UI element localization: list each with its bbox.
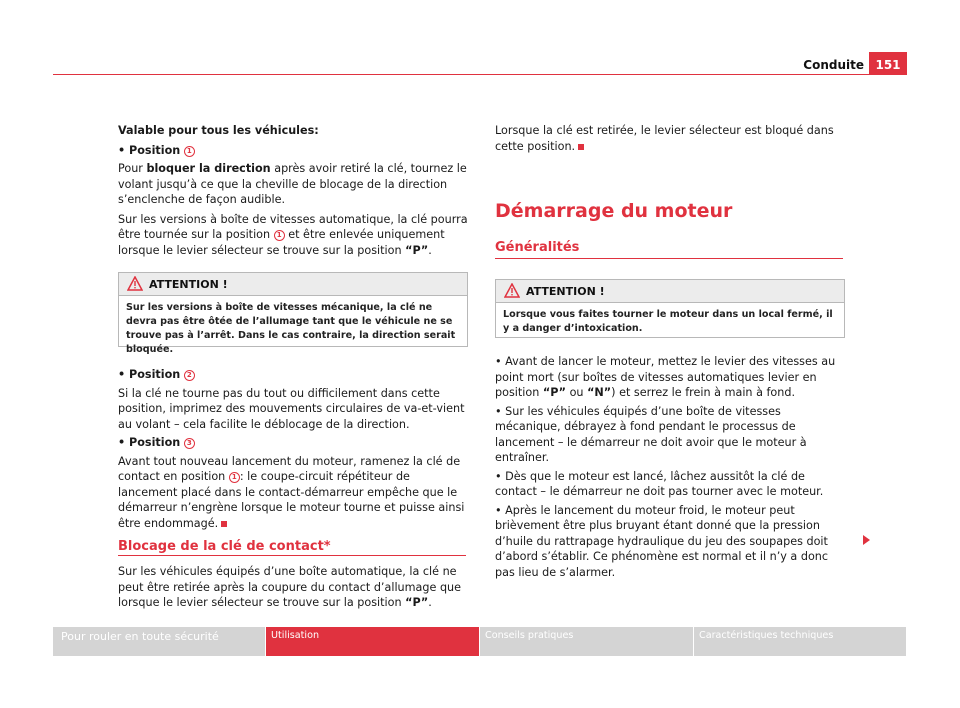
- position-2-heading: • Position 2: [118, 367, 468, 383]
- section-title-key-lock: Blocage de la clé de contact*: [118, 539, 331, 554]
- automatic-key-text: Sur les versions à boîte de vitesses automatique, la clé pourra être tournée sur la position 1 et être enlevée uniquement lorsque le levier sélecteur se trouve sur la position “P”.: [118, 212, 468, 257]
- warning-header: [119, 273, 467, 296]
- warning-text: Lorsque vous faites tourner le moteur dans un local fermé, il y a danger d’intoxication.: [503, 309, 833, 334]
- warning-header: [496, 280, 844, 303]
- warning-title: ATTENTION !: [526, 285, 605, 298]
- engine-start-title: Démarrage du moteur: [495, 200, 733, 222]
- position-3-text: Avant tout nouveau lancement du moteur, ramenez la clé de contact en position 1 : le coupe-circuit répétiteur de lancement placé dans le contact-démarreur empêche que le démarreur n’engrène lorsque le moteur tourne et puisse ainsi être endommagé.: [118, 454, 465, 530]
- bullet-cold-start: • Après le lancement du moteur froid, le moteur peut brièvement être plus bruyant étant donné que la pression d’huile du rattrapage hydraulique du jeu des soupapes doit d’abord s’établir. Ce phénomène est normal et il n’y a donc pas lieu de s’alarmer.: [495, 503, 829, 579]
- warning-title: ATTENTION !: [149, 278, 228, 291]
- lever-blocked-text: Lorsque la clé est retirée, le levier sélecteur est bloqué dans cette position.: [495, 124, 834, 153]
- position-1-text: Pour bloquer la direction après avoir retiré la clé, tournez le volant jusqu’à ce que la cheville de blocage de la direction s’enclenche de façon audible.: [118, 162, 467, 206]
- position-3-heading: • Position 3: [118, 435, 468, 451]
- right-column-top: [495, 123, 845, 154]
- bullet-release-key: • Dès que le moteur est lancé, lâchez aussitôt la clé de contact – le démarreur ne doit pas tourner avec le moteur.: [495, 469, 824, 498]
- page-number: 151: [869, 52, 907, 75]
- generalities-title: Généralités: [495, 240, 580, 255]
- position-1-marker-inline: 1: [274, 230, 285, 241]
- warning-box-intoxication: [495, 279, 845, 338]
- warning-triangle-icon: [127, 276, 143, 291]
- position-1-marker: 1: [184, 146, 195, 157]
- footer-tab-safety[interactable]: Pour rouler en toute sécurité: [53, 627, 265, 656]
- position-2-marker: 2: [184, 370, 195, 381]
- left-column-top: [118, 123, 468, 258]
- bullet-clutch: • Sur les véhicules équipés d’une boîte de vitesses mécanique, débrayez à fond pendant le processus de lancement – le démarreur ne doit avoir que le moteur à entraîner.: [495, 404, 807, 464]
- key-lock-text: Sur les véhicules équipés d’une boîte automatique, la clé ne peut être retirée après la coupure du contact d’allumage que lorsque le levier sélecteur se trouve sur la position “P”.: [118, 565, 462, 609]
- warning-text: Sur les versions à boîte de vitesses mécanique, la clé ne devra pas être ôtée de l’allumage tant que le véhicule ne se trouve pas à l’arrêt. Dans le cas contraire, la direction serait bloquée.: [126, 302, 456, 355]
- continue-arrow-icon: [863, 535, 870, 545]
- section-rule: [118, 555, 466, 556]
- left-column-middle: [118, 367, 468, 531]
- intro-text: Valable pour tous les véhicules:: [118, 124, 319, 137]
- footer-tab-specs[interactable]: Caractéristiques techniques: [694, 627, 906, 656]
- footer-tab-tips[interactable]: Conseils pratiques: [480, 627, 693, 656]
- right-column-bullets: [495, 354, 845, 580]
- position-1-heading: • Position 1: [118, 143, 468, 159]
- left-column-bottom: [118, 564, 468, 611]
- position-3-marker: 3: [184, 438, 195, 449]
- position-1-marker-inline-2: 1: [229, 472, 240, 483]
- bullet-neutral: • Avant de lancer le moteur, mettez le levier des vitesses au point mort (sur boîtes de vitesses automatiques levier en position “P” ou “N”) et serrez le frein à main à fond.: [495, 355, 836, 399]
- warning-triangle-icon: [504, 283, 520, 298]
- warning-box-steering: [118, 272, 468, 355]
- position-2-text: Si la clé ne tourne pas du tout ou difficilement dans cette position, imprimez des mouvements circulaires de va-et-vient au volant – cela facilite le déblocage de la direction.: [118, 386, 465, 431]
- section-rule: [495, 258, 843, 259]
- footer-tab-usage[interactable]: Utilisation: [266, 627, 479, 656]
- end-marker: [578, 144, 584, 150]
- header-rule: [53, 74, 906, 75]
- chapter-title: Conduite: [803, 58, 864, 72]
- end-marker: [221, 521, 227, 527]
